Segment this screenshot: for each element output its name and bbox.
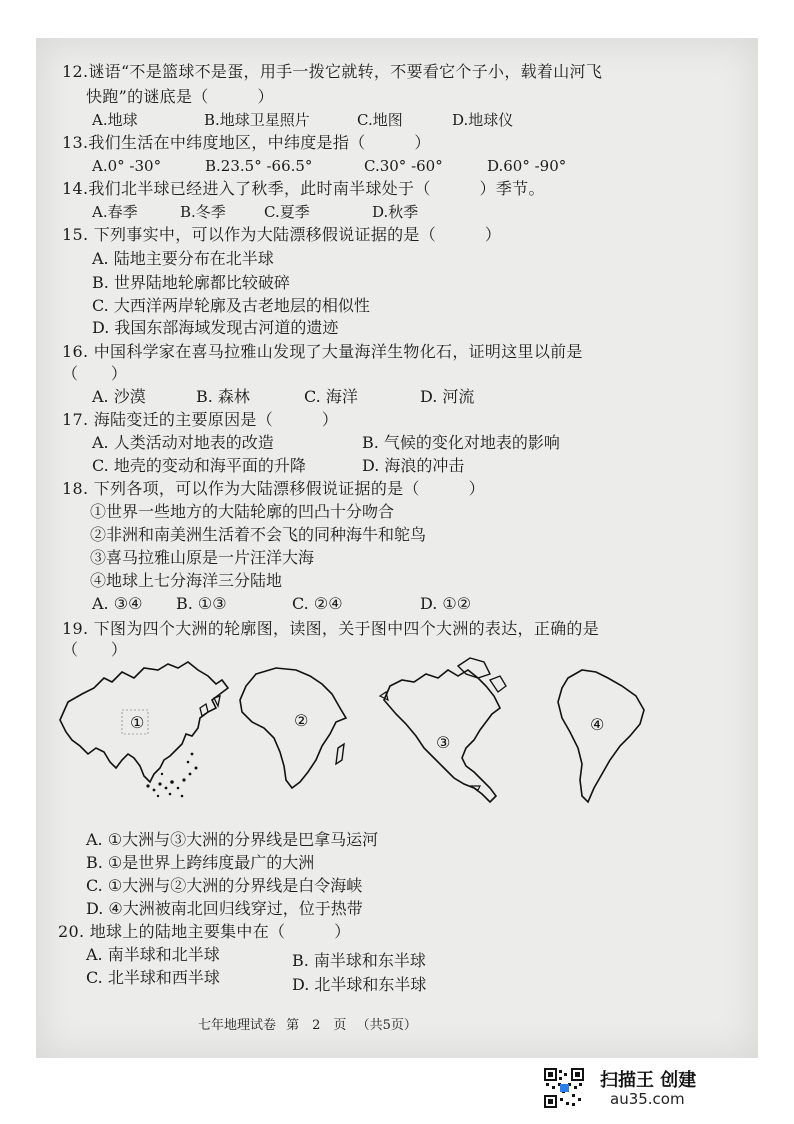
q17-option-b: B. 气候的变化对地表的影响 xyxy=(362,433,560,452)
q12-stem-line1: 12.谜语“不是篮球不是蛋，用手一拨它就转，不要看它个子小，载着山河飞 xyxy=(62,62,603,81)
q12-option-a: A.地球 xyxy=(92,111,138,129)
q17-option-a: A. 人类活动对地表的改造 xyxy=(92,433,274,452)
q15-option-b: B. 世界陆地轮廓都比较破碎 xyxy=(92,273,290,292)
q18-stem: 18. 下列各项，可以作为大陆漂移假说证据的是（ ） xyxy=(62,479,485,498)
q20-option-d: D. 北半球和东半球 xyxy=(292,975,427,994)
q17-stem: 17. 海陆变迁的主要原因是（ ） xyxy=(62,410,339,429)
q18-item-1: ①世界一些地方的大陆轮廓的凹凸十分吻合 xyxy=(90,502,395,521)
q16-option-d: D. 河流 xyxy=(420,387,475,406)
q13-stem: 13.我们生活在中纬度地区，中纬度是指（ ） xyxy=(62,133,431,152)
q18-option-b: B. ①③ xyxy=(176,594,227,613)
q15-option-d: D. 我国东部海域发现古河道的遗迹 xyxy=(92,318,339,337)
map-label-4: ④ xyxy=(590,715,605,734)
q16-option-a: A. 沙漠 xyxy=(92,387,146,406)
q16-option-c: C. 海洋 xyxy=(304,387,358,406)
q18-option-d: D. ①② xyxy=(420,594,472,613)
footer-page-number: 第 2 页 xyxy=(286,1018,347,1033)
q20-option-a: A. 南半球和北半球 xyxy=(86,945,220,964)
q13-option-d: D.60° -90° xyxy=(487,157,567,175)
q16-stem-line2: （ ） xyxy=(62,364,128,383)
q19-option-d: D. ④大洲被南北回归线穿过，位于热带 xyxy=(86,899,363,918)
q14-option-c: C.夏季 xyxy=(264,203,310,221)
qr-code-icon xyxy=(544,1068,584,1108)
continent-outline-south-america xyxy=(554,666,650,810)
q19-option-a: A. ①大洲与③大洲的分界线是巴拿马运河 xyxy=(86,830,379,849)
q12-stem-line2: 快跑”的谜底是（ ） xyxy=(86,87,274,106)
map-label-1: ① xyxy=(130,713,145,732)
q14-option-b: B.冬季 xyxy=(180,203,226,221)
q13-option-b: B.23.5° -66.5° xyxy=(205,157,313,175)
q19-option-c: C. ①大洲与②大洲的分界线是白令海峡 xyxy=(86,876,363,895)
q17-option-c: C. 地壳的变动和海平面的升降 xyxy=(92,456,306,475)
q18-option-c: C. ②④ xyxy=(292,594,343,613)
q16-option-b: B. 森林 xyxy=(196,387,250,406)
footer-total-pages: （共5页） xyxy=(356,1018,417,1033)
watermark-site: au35.com xyxy=(610,1090,685,1108)
q20-option-b: B. 南半球和东半球 xyxy=(292,951,426,970)
map-label-3: ③ xyxy=(436,733,451,752)
q14-stem: 14.我们北半球已经进入了秋季，此时南半球处于（ ）季节。 xyxy=(62,179,545,198)
q15-option-c: C. 大西洋两岸轮廓及古老地层的相似性 xyxy=(92,296,370,315)
q15-option-a: A. 陆地主要分布在北半球 xyxy=(92,249,274,268)
q12-option-d: D.地球仪 xyxy=(452,111,514,129)
q19-option-b: B. ①是世界上跨纬度最广的大洲 xyxy=(86,853,315,872)
q18-item-2: ②非洲和南美洲生活着不会飞的同种海牛和鸵鸟 xyxy=(90,525,427,544)
continent-outline-asia xyxy=(50,656,232,806)
q19-stem-line1: 19. 下图为四个大洲的轮廓图，读图，关于图中四个大洲的表达，正确的是 xyxy=(62,619,600,638)
footer-subject: 七年地理试卷 xyxy=(198,1018,277,1033)
continent-outline-north-america xyxy=(378,656,512,814)
q18-option-a: A. ③④ xyxy=(92,594,143,613)
q13-option-c: C.30° -60° xyxy=(364,157,443,175)
page-footer xyxy=(198,1014,423,1033)
q20-option-c: C. 北半球和西半球 xyxy=(86,968,220,987)
q18-item-4: ④地球上七分海洋三分陆地 xyxy=(90,571,283,590)
q20-stem: 20. 地球上的陆地主要集中在（ ） xyxy=(58,922,351,941)
q12-option-b: B.地球卫星照片 xyxy=(204,111,310,129)
q14-option-a: A.春季 xyxy=(92,203,138,221)
q16-stem-line1: 16. 中国科学家在喜马拉雅山发现了大量海洋生物化石，证明这里以前是 xyxy=(62,342,583,361)
q19-stem-line2: （ ） xyxy=(62,640,128,659)
q15-stem: 15. 下列事实中，可以作为大陆漂移假说证据的是（ ） xyxy=(62,225,502,244)
q12-option-c: C.地图 xyxy=(357,111,403,129)
q14-option-d: D.秋季 xyxy=(372,203,419,221)
continent-outline-africa xyxy=(236,664,354,794)
q17-option-d: D. 海浪的冲击 xyxy=(362,456,465,475)
watermark-brand: 扫描王 创建 xyxy=(600,1070,697,1091)
scanner-watermark xyxy=(540,1066,760,1112)
q13-option-a: A.0° -30° xyxy=(92,157,162,175)
map-label-2: ② xyxy=(294,711,309,730)
q18-item-3: ③喜马拉雅山原是一片汪洋大海 xyxy=(90,548,315,567)
